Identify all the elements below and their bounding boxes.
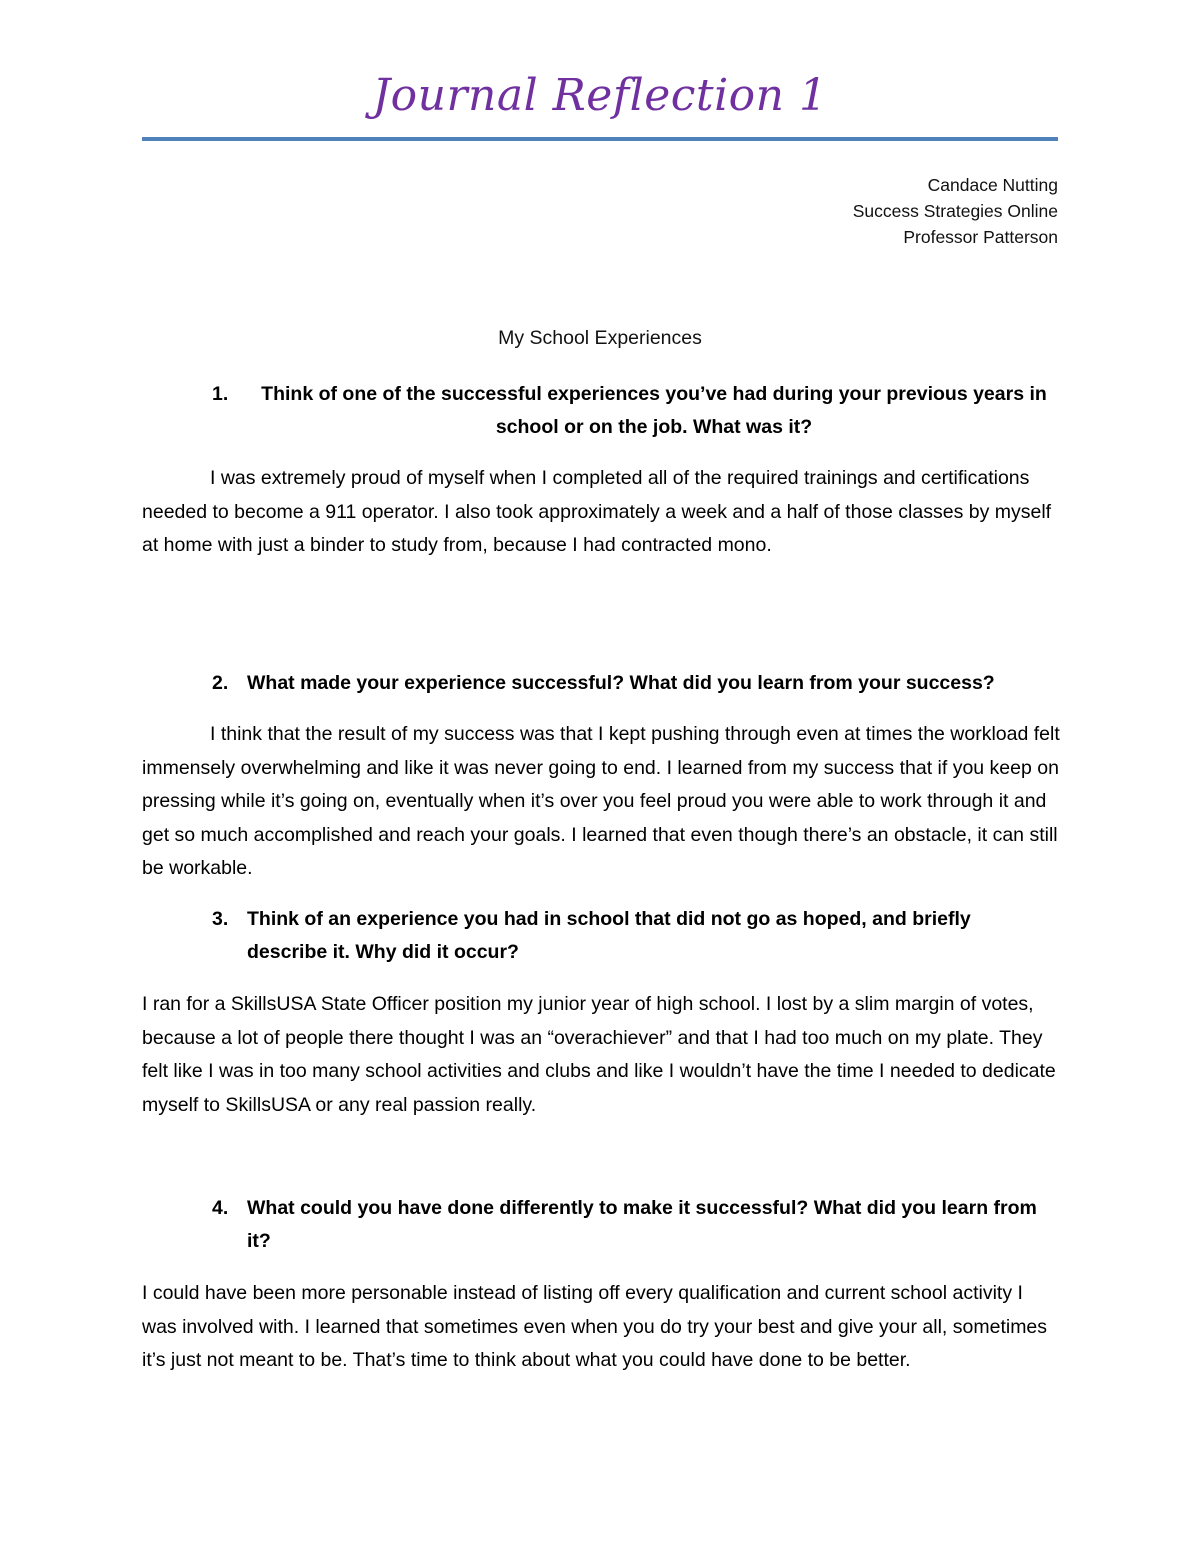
question-text: Think of an experience you had in school that did not go as hoped, and briefly describe it. Why did it occur? <box>247 908 971 963</box>
answer-1: I was extremely proud of myself when I completed all of the required trainings and certifications needed to become a 911 operator. I also took approximately a week and a half of those classes by myself at home with just a binder to study from, because I had contracted mono. <box>142 467 1052 556</box>
question-text: Think of one of the successful experiences you’ve had during your previous years in school or on the job. What was it? <box>261 383 1047 438</box>
answer-3: I ran for a SkillsUSA State Officer position my junior year of high school. I lost by a slim margin of votes, because a lot of people there thought I was an “overachiever” and that I had too much on my plate. They felt like I was in too many school activities and clubs and like I wouldn’t have the time I needed to dedicate myself to SkillsUSA or any real passion really. <box>142 993 1056 1116</box>
document-title: Journal Reflection 1 <box>372 70 828 121</box>
answer-2: I think that the result of my success was that I kept pushing through even at times the workload felt immensely overwhelming and like it was never going to end. I learned from my success that if you keep on pressing while it’s going on, eventually when it’s over you feel proud you were able to work through it and get so much accomplished and reach your goals. I learned that even though there’s an obstacle, it can still be workable. <box>142 723 1060 879</box>
author-block <box>853 172 1058 250</box>
section-title: My School Experiences <box>498 327 702 349</box>
question-number: 4. <box>212 1197 229 1219</box>
question-number: 1. <box>212 383 229 405</box>
question-1 <box>212 378 1062 444</box>
question-number: 3. <box>212 908 229 930</box>
question-4 <box>212 1192 1042 1258</box>
question-2 <box>212 667 1062 700</box>
author-name: Candace Nutting <box>927 175 1058 195</box>
question-number: 2. <box>212 672 229 694</box>
question-text: What could you have done differently to make it successful? What did you learn from it? <box>247 1197 1037 1252</box>
answer-4: I could have been more personable instead of listing off every qualification and current school activity I was involved with. I learned that sometimes even when you do try your best and give your all, sometimes it’s just not meant to be. That’s time to think about what you could have done to be better. <box>142 1282 1048 1371</box>
professor-name: Professor Patterson <box>903 227 1058 247</box>
title-underline <box>142 137 1058 141</box>
course-name: Success Strategies Online <box>852 201 1058 221</box>
question-3 <box>212 903 1027 969</box>
question-text: What made your experience successful? What did you learn from your success? <box>247 672 995 694</box>
